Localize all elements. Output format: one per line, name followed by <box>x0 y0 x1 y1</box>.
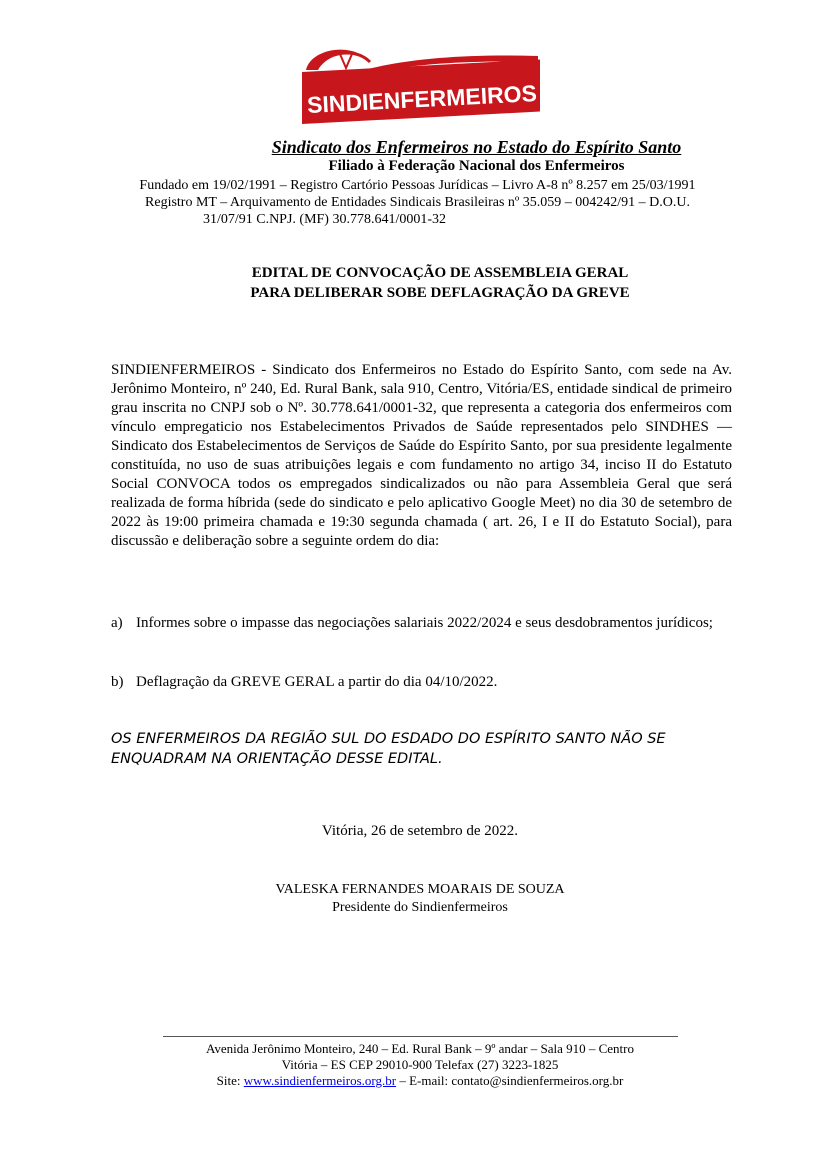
header-registration-line-3: 31/07/91 C.NPJ. (MF) 30.778.641/0001-32 <box>202 212 447 227</box>
header-registration-line-2: Registro MT – Arquivamento de Entidades Sindicais Brasileiras nº 35.059 – 004242/91 – D.O.U. <box>145 195 690 210</box>
header-title: Sindicato dos Enfermeiros no Estado do Espírito Santo <box>271 137 682 157</box>
footer-divider <box>163 1036 678 1037</box>
edital-title-line-2: PARA DELIBERAR SOBE DEFLAGRAÇÃO DA GREVE <box>250 285 630 301</box>
footer-site-label: Site: <box>216 1073 244 1088</box>
signatory-name: VALESKA FERNANDES MOARAIS DE SOUZA <box>275 882 565 897</box>
agenda-text: Informes sobre o impasse das negociações salariais 2022/2024 e seus desdobramentos jurídicos; <box>136 615 713 631</box>
convocation-paragraph: SINDIENFERMEIROS - Sindicato dos Enfermeiros no Estado do Espírito Santo, com sede na Av. Jerônimo Monteiro, nº 240, Ed. Rural Bank, sala 910, Centro, Vitória/ES, entidade sindical de primeiro grau inscrita no CNPJ sob o Nº. 30.778.641/0001-32, que representa a categoria dos enfermeiros com vínculo empregaticio nos Estabelecimentos Privados de Saúde representados pelo SINDHES — Sindicato dos Estabelecimentos de Serviços de Saúde do Espírito Santo, por sua presidente legalmente constituída, no uso de suas atribuições legais e com fundamento no artigo 34, inciso II do Estatuto Social CONVOCA todos os empregados sindicalizados ou não para Assembleia Geral que será realizada de forma híbrida (sede do sindicato e pelo aplicativo Google Meet) no dia 30 de setembro de 2022 às 19:00 primeira chamada e 19:30 segunda chamada ( art. 26, I e II do Estatuto Social), para discussão e deliberação sobre a seguinte ordem do dia: <box>111 362 732 549</box>
footer-email-text: – E-mail: contato@sindienfermeiros.org.br <box>396 1073 624 1088</box>
header-subtitle: Filiado à Federação Nacional dos Enfermeiros <box>328 158 625 174</box>
agenda-item-a <box>111 613 732 633</box>
header-registration-line-1: Fundado em 19/02/1991 – Registro Cartório Pessoas Jurídicas – Livro A-8 nº 8.257 em 25/03/1991 <box>139 178 696 193</box>
region-notice: OS ENFERMEIROS DA REGIÃO SUL DO ESDADO DO ESPÍRITO SANTO NÃO SE ENQUADRAM NA ORIENTAÇÃO DESSE EDITAL. <box>111 731 666 767</box>
document-date: Vitória, 26 de setembro de 2022. <box>321 823 519 839</box>
edital-title-line-1: EDITAL DE CONVOCAÇÃO DE ASSEMBLEIA GERAL <box>251 265 629 281</box>
footer-contact-line <box>0 1073 827 1089</box>
footer-address-line-2: Vitória – ES CEP 29010-900 Telefax (27) 3223-1825 <box>281 1057 559 1072</box>
website-link[interactable]: www.sindienfermeiros.org.br <box>243 1073 397 1088</box>
signatory-role: Presidente do Sindienfermeiros <box>332 900 508 915</box>
agenda-text: Deflagração da GREVE GERAL a partir do dia 04/10/2022. <box>136 674 498 690</box>
logo-wordmark: SINDIENFERMEIROS <box>306 79 538 119</box>
sindienfermeiros-logo <box>300 40 542 130</box>
agenda-item-b <box>111 672 732 692</box>
agenda-marker: b) <box>111 674 124 690</box>
footer-address-line-1: Avenida Jerônimo Monteiro, 240 – Ed. Rural Bank – 9º andar – Sala 910 – Centro <box>205 1041 635 1056</box>
agenda-marker: a) <box>111 615 123 631</box>
